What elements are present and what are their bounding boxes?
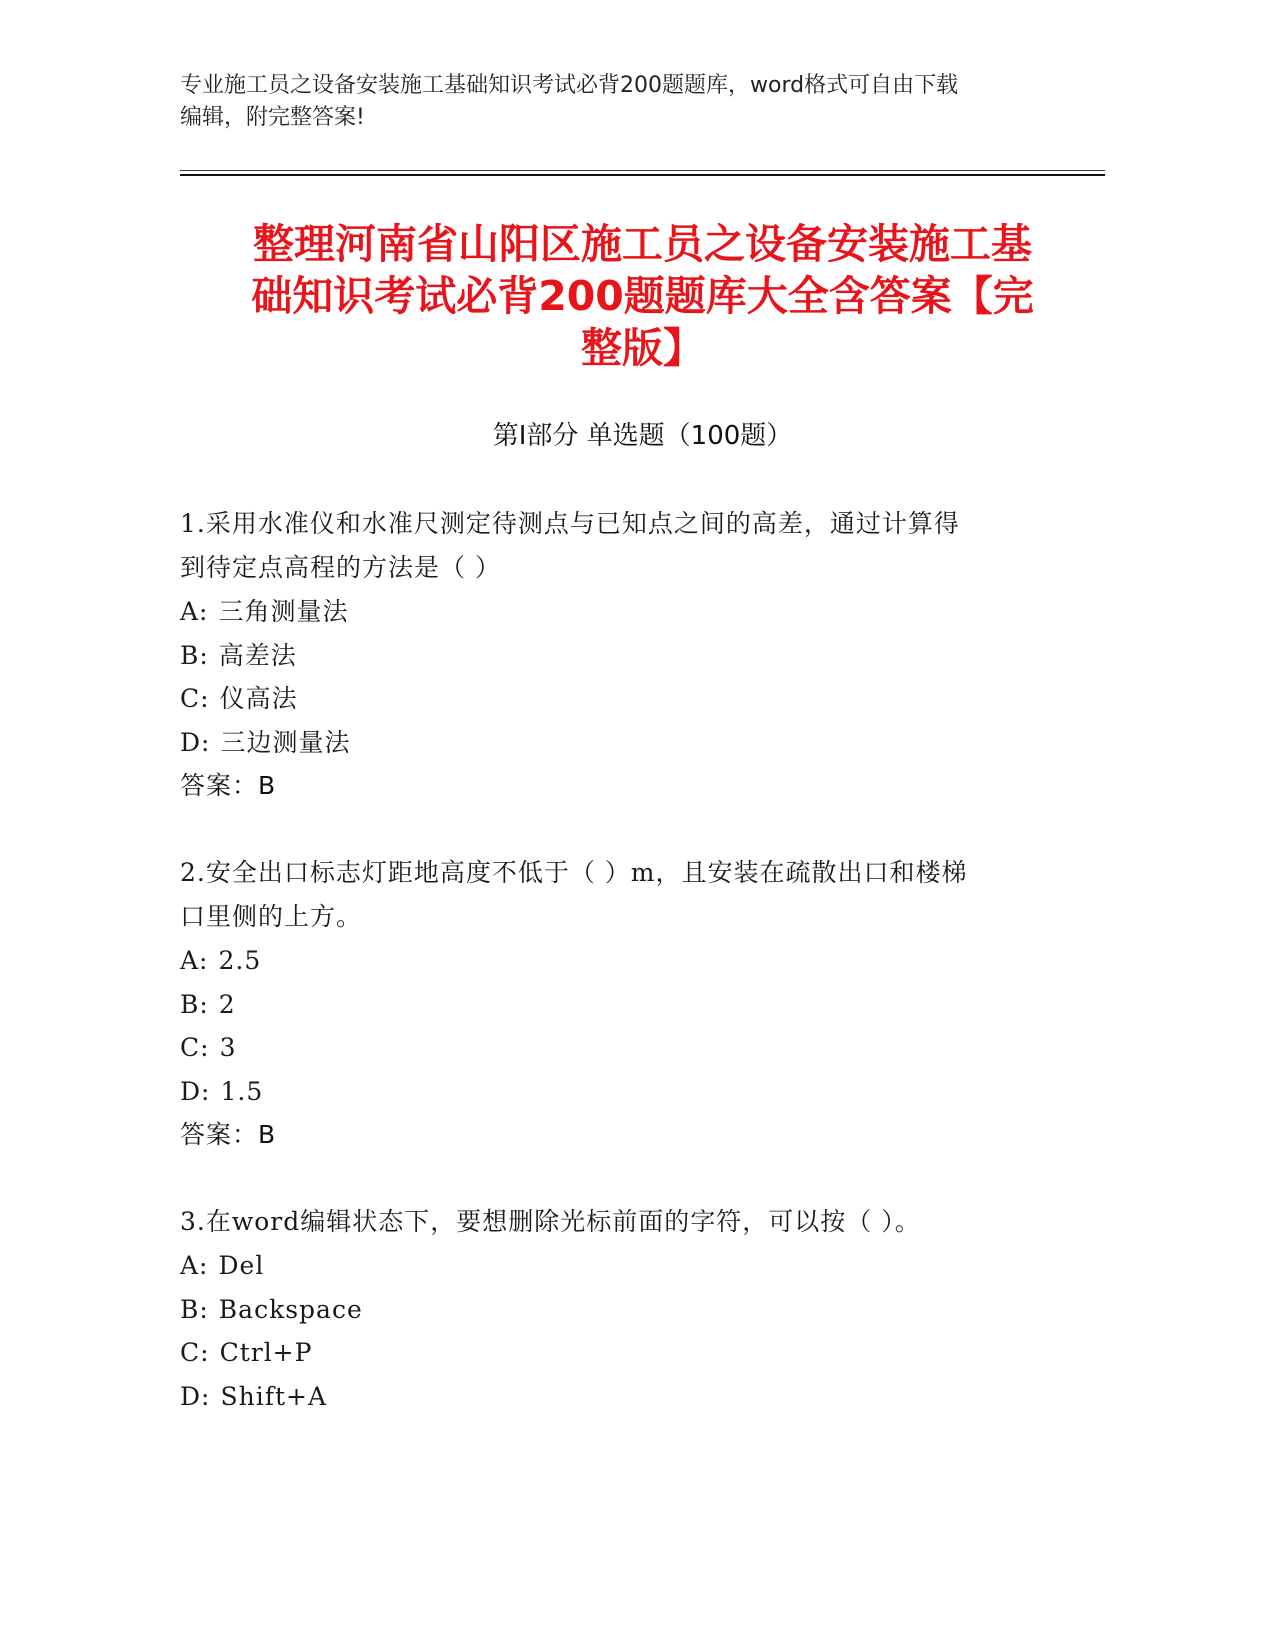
option-label: A:	[180, 1251, 209, 1280]
option-label: B:	[180, 640, 209, 670]
title-line-3: 整版】	[581, 324, 704, 372]
option-text: 高差法	[218, 640, 297, 670]
header-rule-thick	[180, 174, 1105, 176]
answer-line: 答案：B	[180, 771, 277, 800]
header-note-line-1: 专业施工员之设备安装施工基础知识考试必背200题题库，word格式可自由下载	[180, 73, 959, 98]
option-d	[180, 721, 1040, 765]
option-label: B:	[180, 989, 209, 1019]
option-b	[180, 634, 1040, 678]
header-note	[180, 70, 1100, 134]
title-line-2: 础知识考试必背200题题库大全含答案【完	[251, 272, 1034, 320]
option-label: D:	[180, 1076, 211, 1106]
option-b	[180, 983, 1040, 1027]
option-text: 3	[219, 1033, 237, 1062]
question-stem-line: 3.在word编辑状态下，要想删除光标前面的字符，可以按（ ）。	[180, 1207, 921, 1236]
title-line-1: 整理河南省山阳区施工员之设备安装施工基	[253, 220, 1032, 268]
option-a	[180, 1244, 1040, 1288]
header-note-line-2: 编辑，附完整答案!	[180, 105, 365, 130]
option-label: B:	[180, 1294, 209, 1324]
question-stem-line: 到待定点高程的方法是（ ）	[180, 553, 501, 582]
question-3	[180, 1200, 1040, 1418]
header-rule-thin	[180, 170, 1105, 171]
answer-line: 答案：B	[180, 1120, 277, 1149]
option-text: Backspace	[218, 1294, 363, 1324]
option-a	[180, 590, 1040, 634]
option-label: C:	[180, 1033, 210, 1062]
option-d	[180, 1375, 1040, 1419]
option-text: 三边测量法	[220, 727, 351, 757]
option-text: 仪高法	[219, 684, 298, 713]
option-text: Del	[218, 1251, 265, 1280]
option-c	[180, 1331, 1040, 1375]
section-title: 第Ⅰ部分 单选题（100题）	[492, 421, 793, 451]
option-c	[180, 1026, 1040, 1070]
question-1	[180, 502, 1040, 808]
option-text: 2.5	[218, 946, 262, 975]
option-text: 三角测量法	[218, 597, 349, 626]
option-text: Shift+A	[220, 1381, 327, 1411]
option-label: C:	[180, 1338, 210, 1367]
option-text: 1.5	[220, 1076, 264, 1106]
option-text: 2	[218, 989, 236, 1019]
question-stem-line: 2.安全出口标志灯距地高度不低于（ ）m，且安装在疏散出口和楼梯	[180, 858, 968, 887]
option-d	[180, 1070, 1040, 1114]
document-title	[180, 218, 1105, 374]
option-a	[180, 939, 1040, 983]
question-stem-line: 1.采用水准仪和水准尺测定待测点与已知点之间的高差，通过计算得	[180, 509, 960, 538]
option-label: A:	[180, 597, 209, 626]
option-label: C:	[180, 684, 210, 713]
option-label: A:	[180, 946, 209, 975]
option-label: D:	[180, 727, 211, 757]
option-text: Ctrl+P	[219, 1338, 313, 1367]
question-stem-line: 口里侧的上方。	[180, 902, 363, 931]
question-2	[180, 851, 1040, 1157]
option-b	[180, 1288, 1040, 1332]
option-c	[180, 677, 1040, 721]
option-label: D:	[180, 1381, 211, 1411]
